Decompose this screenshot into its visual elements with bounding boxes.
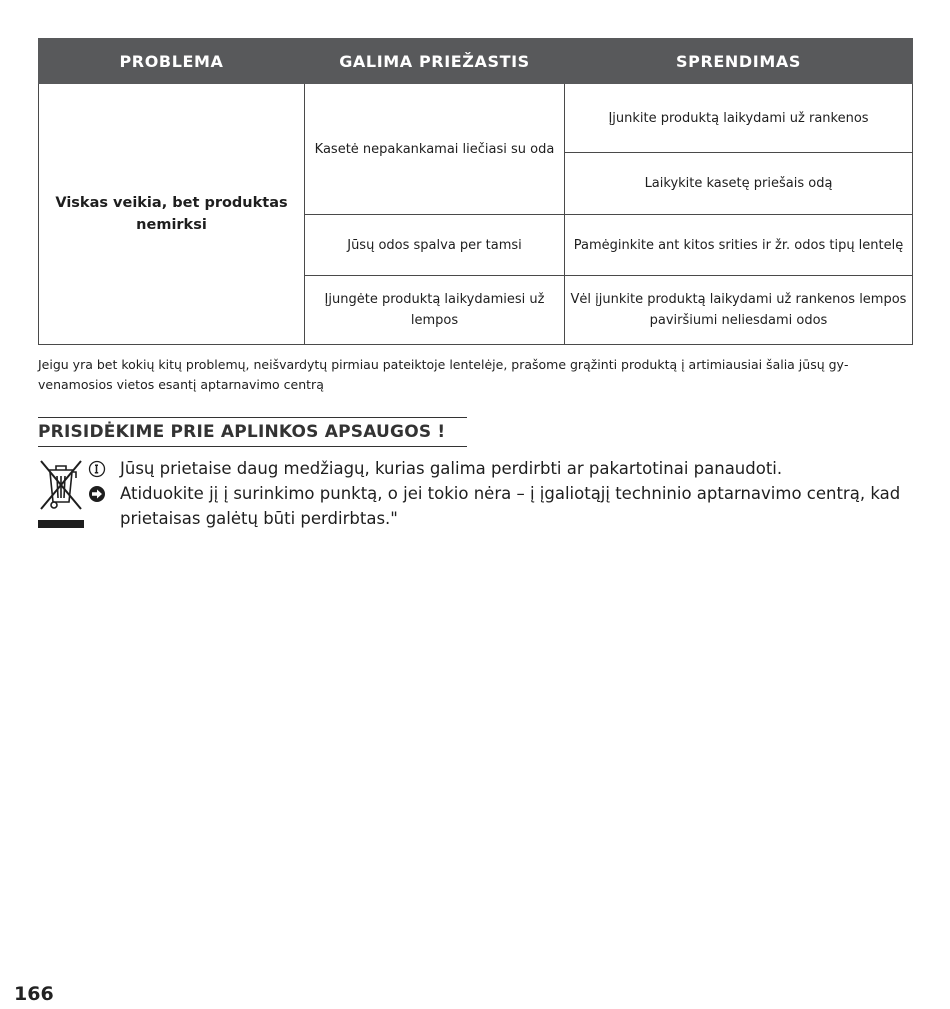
list-item-text: Jūsų prietaise daug medžiagų, kurias galima perdirbti ar pakartotinai panaudoti. [120,459,783,478]
table-row [39,84,913,153]
eco-list [88,456,918,531]
solution-cell: Laikykite kasetę priešais odą [565,153,913,215]
problem-cell: Viskas veikia, bet produktas nemirksi [39,84,305,345]
list-item [88,456,918,481]
info-circle-icon [88,460,106,478]
arrow-circle-icon [88,485,106,503]
table-header-row [39,39,913,84]
cause-cell: Kasetė nepakankamai liečiasi su oda [305,84,565,215]
list-item [88,481,918,531]
list-item-text: Atiduokite jį į surinkimo punktą, o jei tokio nėra – į įgaliotąjį techninio aptarnavimo centrą, kad prietaisas galėtų būti perdirbtas." [120,484,901,528]
solution-cell: Vėl įjunkite produktą laikydami už rankenos lempos paviršiumi neliesdami odos [565,276,913,345]
header-cause: GALIMA PRIEŽASTIS [305,39,565,84]
page-number: 166 [14,983,54,1005]
crossed-out-wheelie-bin-icon [38,458,84,532]
support-note: Jeigu yra bet kokių kitų problemų, neišvardytų pirmiau pateiktoje lentelėje, prašome grąžinti produktą į artimiausiai šalia jūsų gyvenamosios vietos esantį aptarnavimo centrą [38,357,849,392]
header-problem: PROBLEMA [39,39,305,84]
cause-cell: Jūsų odos spalva per tamsi [305,215,565,276]
solution-cell: Pamėginkite ant kitos srities ir žr. odos tipų lentelę [565,215,913,276]
solution-cell: Įjunkite produktą laikydami už rankenos [565,84,913,153]
section-heading: PRISIDĖKIME PRIE APLINKOS APSAUGOS ! [38,417,467,447]
header-solution: SPRENDIMAS [565,39,913,84]
troubleshooting-table [38,38,913,345]
cause-cell: Įjungėte produktą laikydamiesi už lempos [305,276,565,345]
